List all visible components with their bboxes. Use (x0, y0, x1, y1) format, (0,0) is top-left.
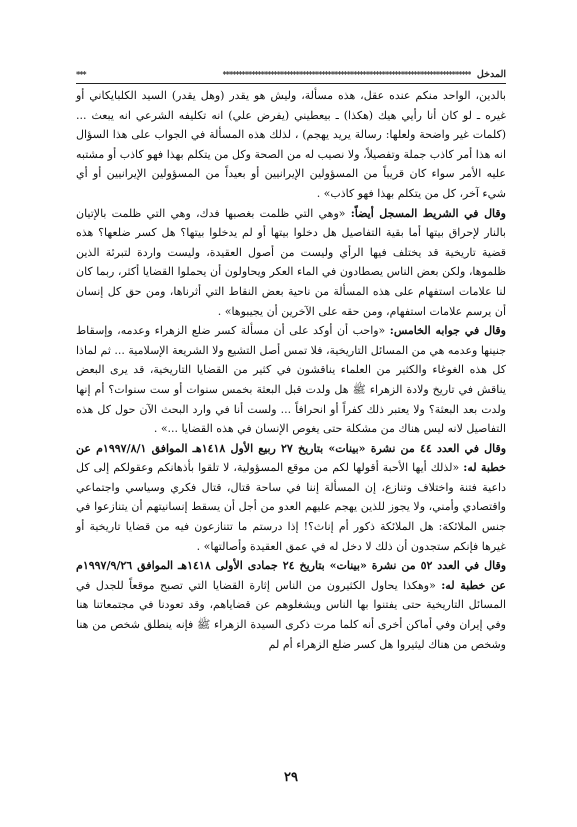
header-title: المدخل (476, 68, 506, 80)
paragraph-text: «وهي التي ظلمت بغصبها فدك، وهي التي ظلمت بالإتيان بالنار لإحراق بيتها أما بقية التفاصيل هل دخلوا بيتها أو لم يدخلوا بيتها؟ هل كسر ضلعها؟ هذه قضية تاريخية قد يختلف فيها الرأي وليست من أصول العقيدة، وليست واردة لتبرئة الذين ظلموها، ولكن بعض الناس يصطادون في الماء العكر ويحاولون أن يحملوا القضايا أكثر، ربما كان لنا علامات استفهام على هذه المسألة من ناحية بعض النقاط التي أثرناها، ومن حق كل إنسان أن يرسم علامات استفهام، ومن حقه على الآخرين أن يجيبوها» . (76, 206, 506, 318)
paragraph (76, 321, 506, 439)
paragraph (76, 439, 506, 557)
body-text (76, 86, 506, 654)
paragraph (76, 204, 506, 322)
paragraph-text: «لذلك أيها الأحبة أقولها لكم من موقع المسؤولية، لا تلقوا بأذهانكم وعقولكم إلى كل داعية فتنة واختلاف وتنازع، إن المسألة إننا في ساحة قتال، قتال فكري وسياسي واجتماعي واقتصادي وأمني، ولا يجوز للذين يهجم عليهم العدو من أجل أن يسقط إنسانيتهم أن يتنازعوا في جنس الملائكة: هل الملائكة ذكور أم إناث؟! إذا درستم ما تتنازعون فيه من قضايا تاريخية أو غيرها فإنكم ستجدون أن ذلك لا دخل له في عمق العقيدة وأصالتها» . (76, 461, 506, 553)
paragraph-text: «واحب أن أوكد على أن مسألة كسر ضلع الزهراء وعدمه، وإسقاط جنينها وعدمه هي من المسائل التاريخية، فلا تمس أصل التشيع ولا الشريعة الإسلامية ... ثم لماذا كل هذه الغوغاء والكثير من العلماء يناقشون في كثير من القضايا التاريخية، قد يرى البعض يناقش في تاريخ ولادة الزهراء ﷺ هل ولدت قبل البعثة بخمس سنوات أو ست سنوات؟ أم إنها ولدت بعد البعثة؟ ولا يعتبر ذلك كفراً أو انحرافاً ... ولست أنا في وارد البحث الآن حول كل هذه التفاصيل لانه ليس هناك من مشكلة حتى يغوص الإنسان في هذه القضايا ...» . (76, 324, 506, 436)
paragraph-text: «وهكذا يحاول الكثيرون من الناس إثارة القضايا التي تصبح موقعاً للجدل في المسائل التاريخية حتى يفتنوا بها الناس ويشغلوهم عن قضاياهم، وقد تعودنا في مجتمعاتنا هنا وفي إيران وفي أماكن أخرى أنه كلما مرت ذكرى السيدة الزهراء ﷺ فإنه ينطلق شخص من هنا وشخص من هناك ليثيروا هل كسر ضلع الزهراء أم لم (76, 578, 506, 651)
header-rule (76, 83, 506, 84)
paragraph-text: بالدين، الواحد منكم عنده عقل، هذه مسألة، وليش هو يقدر (وهل يقدر) السيد الكلبايكاني أو غيره ـ لو كان أنا رأيي هيك (هكذا) ـ بيعطيني (يفرض علي) انه تكليفه الشرعي انه يبعث ... (كلمات غير واضحة ولعلها: رسالة يريد يهجم) ، لذلك هذه المسألة في الجواب على هذا السؤال انه هذا أمر كاذب جملة وتفصيلاً، ولا نصيب له من الصحة وكل من يتكلم بهذا فهو كاذب أو مشتبه عليه الأمر سواء كان قريباً من المسؤولين الإيرانيين أو بعيداً من المسؤولين الإيرانيين أو أي شيء آخر، كل من يتكلم بهذا فهو كاذب» . (76, 89, 506, 200)
paragraph (76, 86, 506, 204)
paragraph (76, 556, 506, 654)
page-number: ٢٩ (284, 770, 298, 785)
header-ornament-end: *** (76, 69, 86, 79)
paragraph-lead: وقال في العدد ٤٤ من نشرة «بينات» بتاريخ ٢٧ ربيع الأول ١٤١٨هـ الموافق ١٩٩٧/٨/١م عن خطبة له: (76, 441, 507, 475)
running-header (76, 66, 506, 82)
paragraph-lead: وقال في الشريط المسجل أيضاً: (350, 206, 506, 220)
paragraph-lead: وقال في العدد ٥٢ من نشرة «بينات» بتاريخ ٢٤ جمادى الأولى ١٤١٨هـ الموافق ١٩٩٧/٩/٢٦م عن خطبة له: (76, 559, 507, 592)
book-page (76, 66, 506, 811)
header-ornament: ****************************************************************************** (222, 69, 471, 79)
paragraph-lead: وقال في جوابه الخامس: (389, 324, 506, 338)
